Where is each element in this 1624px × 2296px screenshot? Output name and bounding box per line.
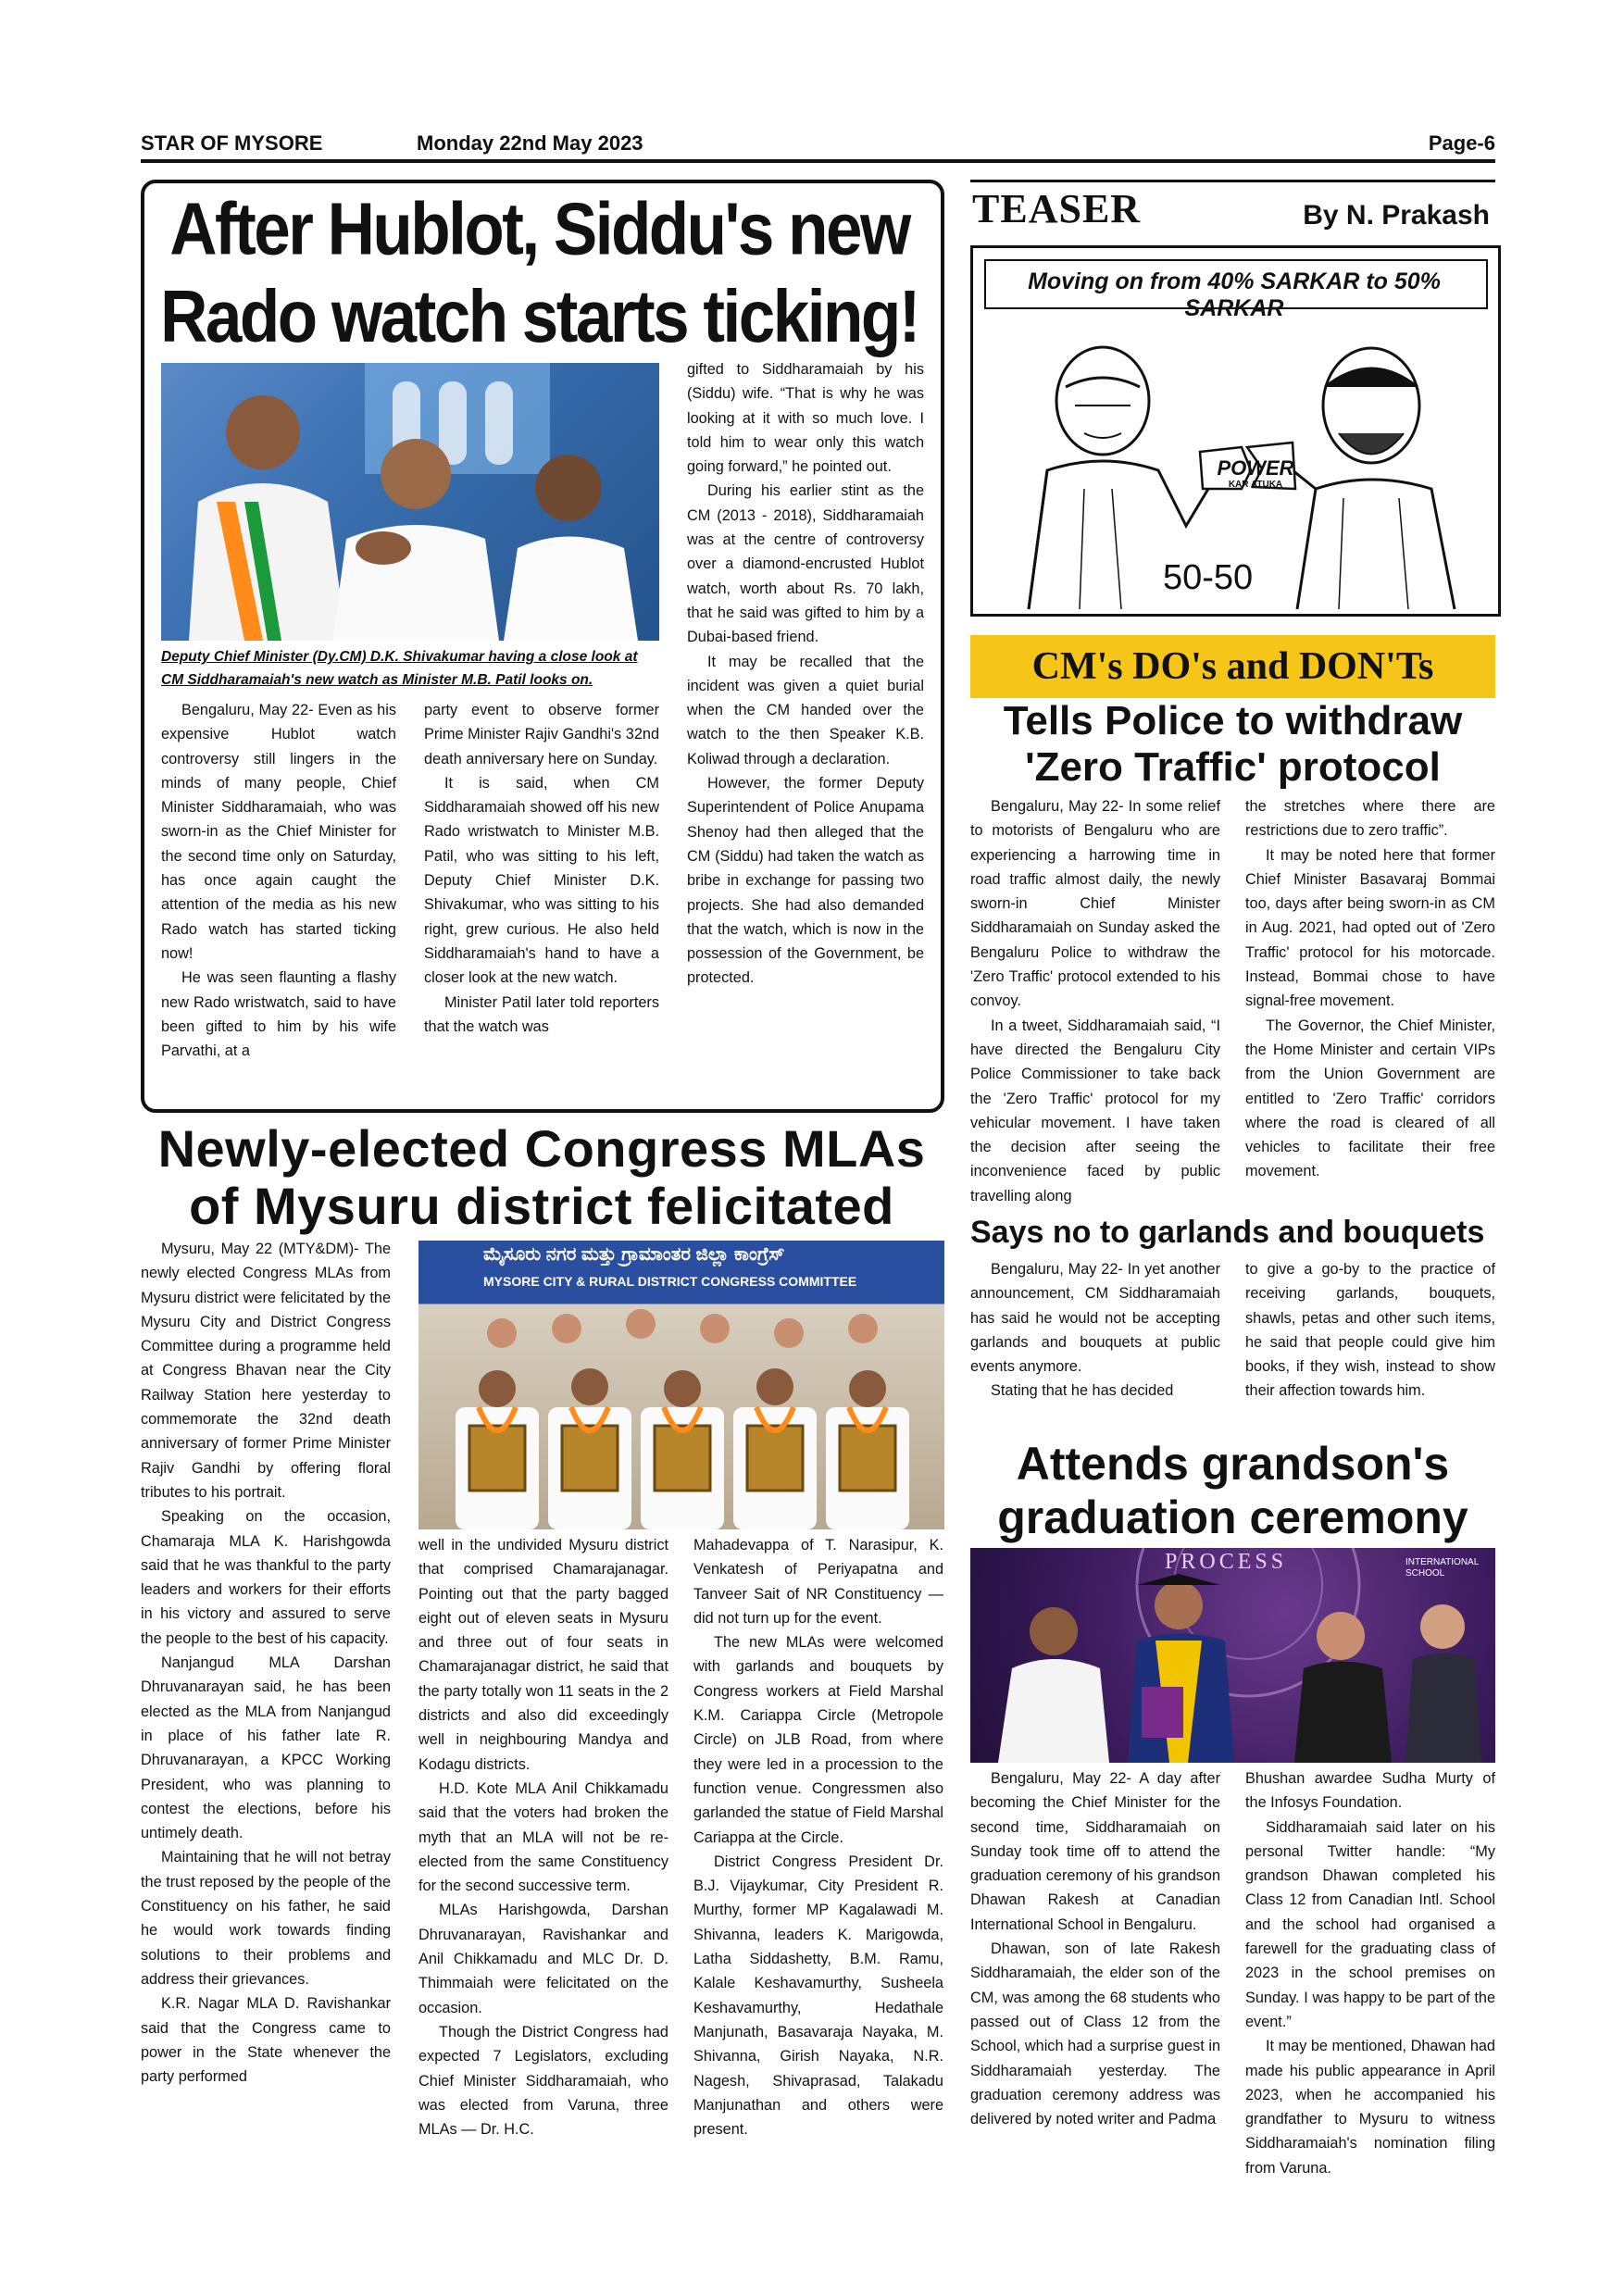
graduation-photo-text: PROCESS [1165, 1550, 1288, 1574]
graduation-illustration [970, 1548, 1495, 1763]
graduation-photo-school: INTERNATIONAL SCHOOL [1405, 1557, 1479, 1578]
paragraph: Bengaluru, May 22- In some relief to motorists of Bengaluru who are experiencing a harrowing time in road traffic almost daily, the newly sworn-in Chief Minister Siddharamaiah on Sunday asked the Bengaluru Police to withdraw the 'Zero Traffic' protocol extended to his convoy. [970, 798, 1220, 1010]
paragraph: Though the District Congress had expected 7 Legislators, excluding Chief Minister Siddharamaiah, who was elected from Varuna, three MLAs — Dr. H.C. [418, 2023, 668, 2139]
cm-s1-col2 [1245, 794, 1495, 1184]
graduation-photo [970, 1548, 1495, 1763]
story1-col2 [424, 698, 659, 1039]
issue-date: Monday 22nd May 2023 [417, 131, 643, 155]
paragraph: Maintaining that he will not betray the trust reposed by the people of the Constituency on his father, he said he would work towards finding solutions to their problems and address their grievances. [141, 1849, 391, 1988]
paragraph: It is said, when CM Siddharamaiah showed off his new Rado wristwatch to Minister M.B. Patil, who was sitting to his left, Deputy Chief Minister D.K. Shivakumar, who was sitting to his right, grew curious. He also held Siddharamaiah's hand to have a closer look at the new watch. [424, 774, 659, 987]
cm-banner [970, 635, 1495, 698]
story2-headline-line1: Newly-elected Congress MLAs [157, 1119, 926, 1178]
paragraph: District Congress President Dr. B.J. Vijaykumar, City President R. Murthy, former MP Kagalawadi M. Shivanna, leaders K. Marigowda, Latha Siddashetty, B.M. Ramu, Kalale Keshavamurthy, Susheela Keshavamurthy, Hedathale Manjunath, Basavaraja Nayaka, M. Shivanna, Girish Nayaka, N.R. Nagesh, Shivaprasad, Talakadu Manjunathan and others were present. [693, 1853, 943, 2139]
paragraph: Bengaluru, May 22- In yet another announcement, CM Siddharamaiah has said he would not be accepting garlands and bouquets at public events anymore. [970, 1261, 1220, 1376]
paragraph: Mysuru, May 22 (MTY&DM)- The newly elected Congress MLAs from Mysuru district were felicitated by the Mysuru City and District Congress Committee during a programme held at Congress Bhavan near the City Railway Station here yesterday to commemorate the 32nd death anniversary of former Prime Minister Rajiv Gandhi by offering floral tributes to his portrait. [141, 1241, 391, 1501]
paragraph: Bengaluru, May 22- A day after becoming the Chief Minister for the second time, Siddharamaiah on Sunday took time off to attend the graduation ceremony of his grandson Dhawan Rakesh at Canadian International School in Bengaluru. [970, 1770, 1220, 1933]
paragraph: Dhawan, son of late Rakesh Siddharamaiah, the elder son of the CM, was among the 68 students who passed out of Class 12 from the School, which had a surprise guest in Siddharamaiah yesterday. The graduation ceremony address was delivered by noted writer and Padma [970, 1940, 1220, 2128]
paragraph: It may be recalled that the incident was given a quiet burial when the CM handed over the watch to the then Speaker K.B. Koliwad through a declaration. [687, 653, 924, 767]
story2-photo [418, 1241, 944, 1529]
paragraph: MLAs Harishgowda, Darshan Dhruvanarayan, Ravishankar and Anil Chikkamadu and MLC Dr. D. Thimmaiah were felicitated on the occasion. [418, 1902, 668, 2016]
paragraph: The Governor, the Chief Minister, the Home Minister and certain VIPs from the Union Government are entitled to 'Zero Traffic' corridors where the road is cleared of all vehicles to facilitate their free movement. [1245, 1017, 1495, 1180]
paragraph: K.R. Nagar MLA D. Ravishankar said that the Congress came to power in the State whenever the party performed [141, 1995, 391, 2086]
teaser-byline: By N. Prakash [1303, 200, 1490, 231]
cm-headline3 [963, 1437, 1503, 1544]
paragraph: Bhushan awardee Sudha Murty of the Infosys Foundation. [1245, 1770, 1495, 1812]
story2-col2 [418, 1533, 668, 2141]
cm-banner-text: CM's DO's and DON'Ts [1031, 645, 1434, 688]
story2-col1 [141, 1237, 391, 2089]
paragraph: H.D. Kote MLA Anil Chikkamadu said that the voters had broken the myth that an MLA will not be re-elected from the same Constituency for the second successive term. [418, 1779, 668, 1895]
cartoon-sign-bottom: KAR ATUKA [1228, 480, 1283, 490]
paragraph: He was seen flaunting a flashy new Rado wristwatch, said to have been gifted to him by his wife Parvathi, at a [161, 969, 396, 1060]
cm-s2-col2 [1245, 1257, 1495, 1404]
paragraph: The new MLAs were welcomed with garlands and bouquets by Congress workers at Field Marshal K.M. Cariappa Circle (Metropole Circle) on JLB Road, from where they were led in a procession to the function venue. Congressmen also garlanded the statue of Field Marshal Cariappa at the Circle. [693, 1634, 943, 1846]
story2-col3 [693, 1533, 943, 2141]
cm-s3-col1 [970, 1766, 1220, 2131]
cm-headline1-line1: Tells Police to withdraw [1003, 698, 1463, 743]
cm-headline2: Says no to garlands and bouquets [970, 1215, 1485, 1250]
cm-s2-col1 [970, 1257, 1220, 1404]
paper-name: STAR OF MYSORE [141, 131, 323, 155]
story2-banner-kannada: ಮೈಸೂರು ನಗರ ಮತ್ತು ಗ್ರಾಮಾಂತರ ಜಿಲ್ಲಾ ಕಾಂಗ್ರೆಸ್ [483, 1244, 785, 1265]
cm-headline1 [963, 698, 1503, 791]
paragraph: In a tweet, Siddharamaiah said, “I have directed the Bengaluru City Police Commissioner to take back the 'Zero Traffic' protocol for my vehicular movement. I have taken the decision after seeing the inconvenience faced by public travelling along [970, 1017, 1220, 1204]
teaser-cartoon [970, 245, 1501, 617]
paragraph: Nanjangud MLA Darshan Dhruvanarayan said, he has been elected as the MLA from Nanjangud in place of his father late R. Dhruvanarayan, a KPCC Working President, who was planning to contest the elections, before his untimely death. [141, 1654, 391, 1842]
cm-s3-col2 [1245, 1766, 1495, 2180]
header-rule [141, 159, 1495, 163]
cartoon-sign-top: POWER [1217, 456, 1294, 480]
paragraph: During his earlier stint as the CM (2013 - 2018), Siddharamaiah was at the centre of controversy over a diamond-encrusted Hublot watch, worth about Rs. 70 lakh, that he said was gifted to him by a Dubai-based friend. [687, 482, 924, 646]
paragraph: However, the former Deputy Superintendent of Police Anupama Shenoy had then alleged that the CM (Siddu) had taken the watch as bribe in exchange for passing two projects. She had also demanded that the watch, which is now in the possession of the Government, be protected. [687, 775, 924, 987]
paragraph: to give a go-by to the practice of receiving garlands, bouquets, shawls, petas and other such items, he said that people could give him books, if they wish, instead to show their affection towards him. [1245, 1261, 1495, 1400]
paragraph: Mahadevappa of T. Narasipur, K. Venkatesh of Periyapatna and Tanveer Sait of NR Constituency — did not turn up for the event. [693, 1537, 943, 1627]
cm-s1-col1 [970, 794, 1220, 1208]
cm-headline1-line2: 'Zero Traffic' protocol [1025, 744, 1441, 790]
paragraph: Siddharamaiah said later on his personal Twitter handle: “My grandson Dhawan completed his Class 12 from Canadian Intl. School and the school had organised a farewell for the graduating class of 2023 in the school premises on Sunday. I was happy to be part of the event.” [1245, 1818, 1495, 2030]
paragraph: Speaking on the occasion, Chamaraja MLA K. Harishgowda said that he was thankful to the party leaders and workers for their efforts in his victory and assured to serve the people to the best of his capacity. [141, 1508, 391, 1647]
paragraph: party event to observe former Prime Minister Rajiv Gandhi's 32nd death anniversary here on Sunday. [424, 702, 659, 767]
story1-headline [148, 187, 931, 361]
paragraph: It may be noted here that former Chief Minister Basavaraj Bommai too, days after being sworn-in as CM in Aug. 2021, had opted out of 'Zero Traffic' protocol for his motorcade. Instead, Bommai chose to have signal-free movement. [1245, 846, 1495, 1010]
paragraph: Stating that he has decided [991, 1382, 1174, 1400]
paragraph: It may be mentioned, Dhawan had made his public appearance in April 2023, when he accompanied his grandfather to Mysuru to witness Siddharamaiah's nomination filing from Varuna. [1245, 2038, 1495, 2177]
story1-photo [161, 363, 659, 641]
paragraph: Bengaluru, May 22- Even as his expensive Hublot watch controversy still lingers in the minds of many people, Chief Minister Siddharamaiah, who was sworn-in as the Chief Minister for the second time only on Saturday, has once again caught the attention of the media as his new Rado watch has started ticking now! [161, 702, 396, 962]
paragraph: Minister Patil later told reporters that the watch was [424, 993, 659, 1035]
story2-banner-english: MYSORE CITY & RURAL DISTRICT CONGRESS COMMITTEE [483, 1274, 857, 1289]
story1-headline-line2: Rado watch starts ticking! [160, 276, 918, 358]
story1-caption: Deputy Chief Minister (Dy.CM) D.K. Shivakumar having a close look at CM Siddharamaiah's new watch as Minister M.B. Patil looks on. [161, 649, 638, 688]
cartoon-label: 50-50 [1163, 558, 1254, 597]
story1-headline-line1: After Hublot, Siddu's new [169, 189, 909, 271]
story2-headline [130, 1120, 954, 1235]
teaser-title: TEASER [972, 186, 1142, 231]
teaser-rule [970, 180, 1495, 182]
page-number: Page-6 [1428, 131, 1495, 155]
watch-photo-illustration [161, 363, 659, 641]
paragraph: the stretches where there are restrictions due to zero traffic”. [1245, 798, 1495, 840]
cartoon-caption: Moving on from 40% SARKAR to 50% SARKAR [1028, 268, 1441, 321]
story2-headline-line2: of Mysuru district felicitated [189, 1177, 894, 1235]
paragraph: well in the undivided Mysuru district that comprised Chamarajanagar. Pointing out that the party bagged eight out of eleven seats in Mysuru and three out of four seats in Chamarajanagar district, he said that the party totally won 11 seats in the 2 districts and also did exceedingly well in neighbouring Mandya and Kodagu districts. [418, 1537, 668, 1773]
story1-col3 [687, 357, 924, 991]
cm-headline3-line2: graduation ceremony [997, 1491, 1468, 1543]
story1-col1 [161, 698, 396, 1063]
paragraph: gifted to Siddharamaiah by his (Siddu) wife. “That is why he was looking at it with so much love. I told him to wear only this watch going forward,” he pointed out. [687, 361, 924, 476]
cm-headline3-line1: Attends grandson's [1016, 1438, 1450, 1490]
